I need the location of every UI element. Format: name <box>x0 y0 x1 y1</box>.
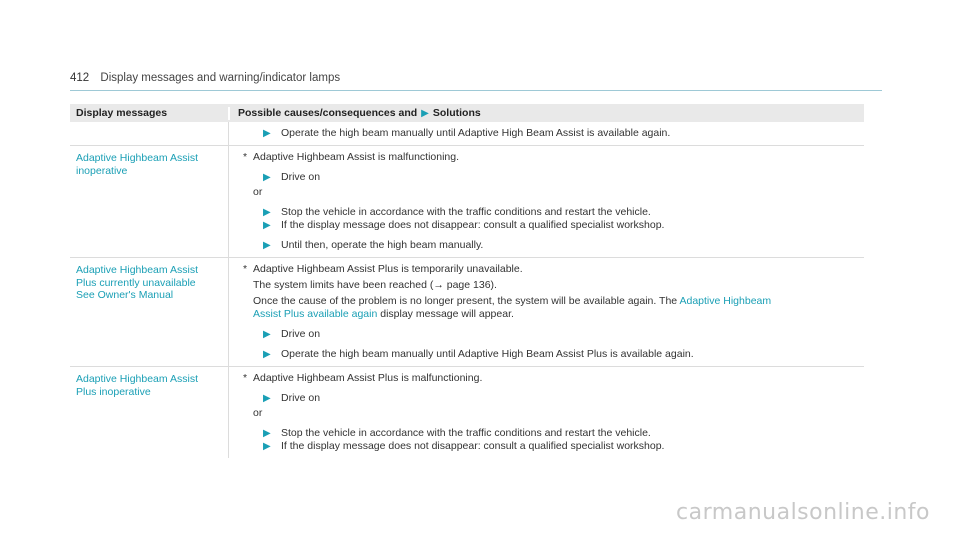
message-text: See Owner's Manual <box>76 289 174 301</box>
solution-cell <box>228 258 864 366</box>
display-messages-table <box>70 104 864 458</box>
play-triangle-icon: ▶ <box>263 220 271 231</box>
body-text: Once the cause of the problem is no longer present, the system will be available again. The Adaptive Highbeam Assist Plus available again display message will appear. <box>253 295 772 320</box>
cause-text: * Adaptive Highbeam Assist Plus is malfunctioning. <box>243 372 483 384</box>
cause-text: * Adaptive Highbeam Assist is malfunctioning. <box>243 151 460 163</box>
asterisk-icon: * <box>243 372 248 384</box>
play-triangle-icon: ▶ <box>421 107 429 119</box>
solution-step: ▶ Stop the vehicle in accordance with the traffic conditions and restart the vehicle. <box>263 427 651 439</box>
cause-text: * Adaptive Highbeam Assist Plus is temporarily unavailable. <box>243 263 523 275</box>
solution-step: ▶ If the display message does not disappear: consult a qualified specialist workshop. <box>263 440 665 452</box>
or-text: or <box>253 407 263 419</box>
section-title: Display messages and warning/indicator lamps <box>100 72 341 84</box>
asterisk-icon: * <box>243 263 248 275</box>
page-header <box>70 72 882 91</box>
page-number: 412 <box>70 72 90 84</box>
message-text: Adaptive Highbeam Assist <box>76 264 198 276</box>
play-triangle-icon: ▶ <box>263 329 271 340</box>
message-text: inoperative <box>76 164 128 177</box>
message-reference: Adaptive Highbeam <box>679 295 772 307</box>
solution-step: ▶ Operate the high beam manually until Adaptive High Beam Assist Plus is available again. <box>263 348 694 360</box>
table-row <box>70 258 864 367</box>
column-header-display-messages: Display messages <box>76 106 168 119</box>
or-text: or <box>253 186 263 198</box>
solution-step: ▶ Drive on <box>263 392 321 404</box>
play-triangle-icon: ▶ <box>263 207 271 218</box>
message-cell <box>70 122 228 145</box>
message-text: Plus currently unavailable <box>76 276 196 289</box>
solutions-header-label: Solutions <box>432 106 481 119</box>
message-cell <box>70 258 228 366</box>
play-triangle-icon: ▶ <box>263 128 271 139</box>
play-triangle-icon: ▶ <box>263 428 271 439</box>
message-reference: Assist Plus available again <box>253 308 378 320</box>
body-text: The system limits have been reached (→ page 136). <box>253 279 497 291</box>
solution-step: ▶ Operate the high beam manually until Adaptive High Beam Assist is available again. <box>263 127 671 139</box>
table-header <box>70 104 864 122</box>
table-row <box>70 146 864 258</box>
play-triangle-icon: ▶ <box>263 393 271 404</box>
solution-step: ▶ Drive on <box>263 328 321 340</box>
solution-step: ▶ If the display message does not disappear: consult a qualified specialist workshop. <box>263 219 665 231</box>
asterisk-icon: * <box>243 151 248 163</box>
play-triangle-icon: ▶ <box>263 349 271 360</box>
table-row <box>70 367 864 458</box>
solution-step: ▶ Drive on <box>263 171 321 183</box>
solution-step: ▶ Stop the vehicle in accordance with the traffic conditions and restart the vehicle. <box>263 206 651 218</box>
causes-header-label: Possible causes/consequences and <box>238 106 418 119</box>
play-triangle-icon: ▶ <box>263 240 271 251</box>
solution-cell <box>228 122 864 145</box>
message-cell <box>70 367 228 458</box>
message-text: Plus inoperative <box>76 385 151 398</box>
solution-step: ▶ Until then, operate the high beam manually. <box>263 239 484 251</box>
column-header-causes-solutions <box>228 107 864 120</box>
play-triangle-icon: ▶ <box>263 172 271 183</box>
watermark: carmanualsonline.info <box>676 500 930 525</box>
table-row <box>70 122 864 146</box>
play-triangle-icon: ▶ <box>263 441 271 452</box>
solution-cell <box>228 367 864 458</box>
message-cell <box>70 146 228 257</box>
solution-cell <box>228 146 864 257</box>
message-text: Adaptive Highbeam Assist <box>76 152 198 164</box>
message-text: Adaptive Highbeam Assist <box>76 373 198 385</box>
